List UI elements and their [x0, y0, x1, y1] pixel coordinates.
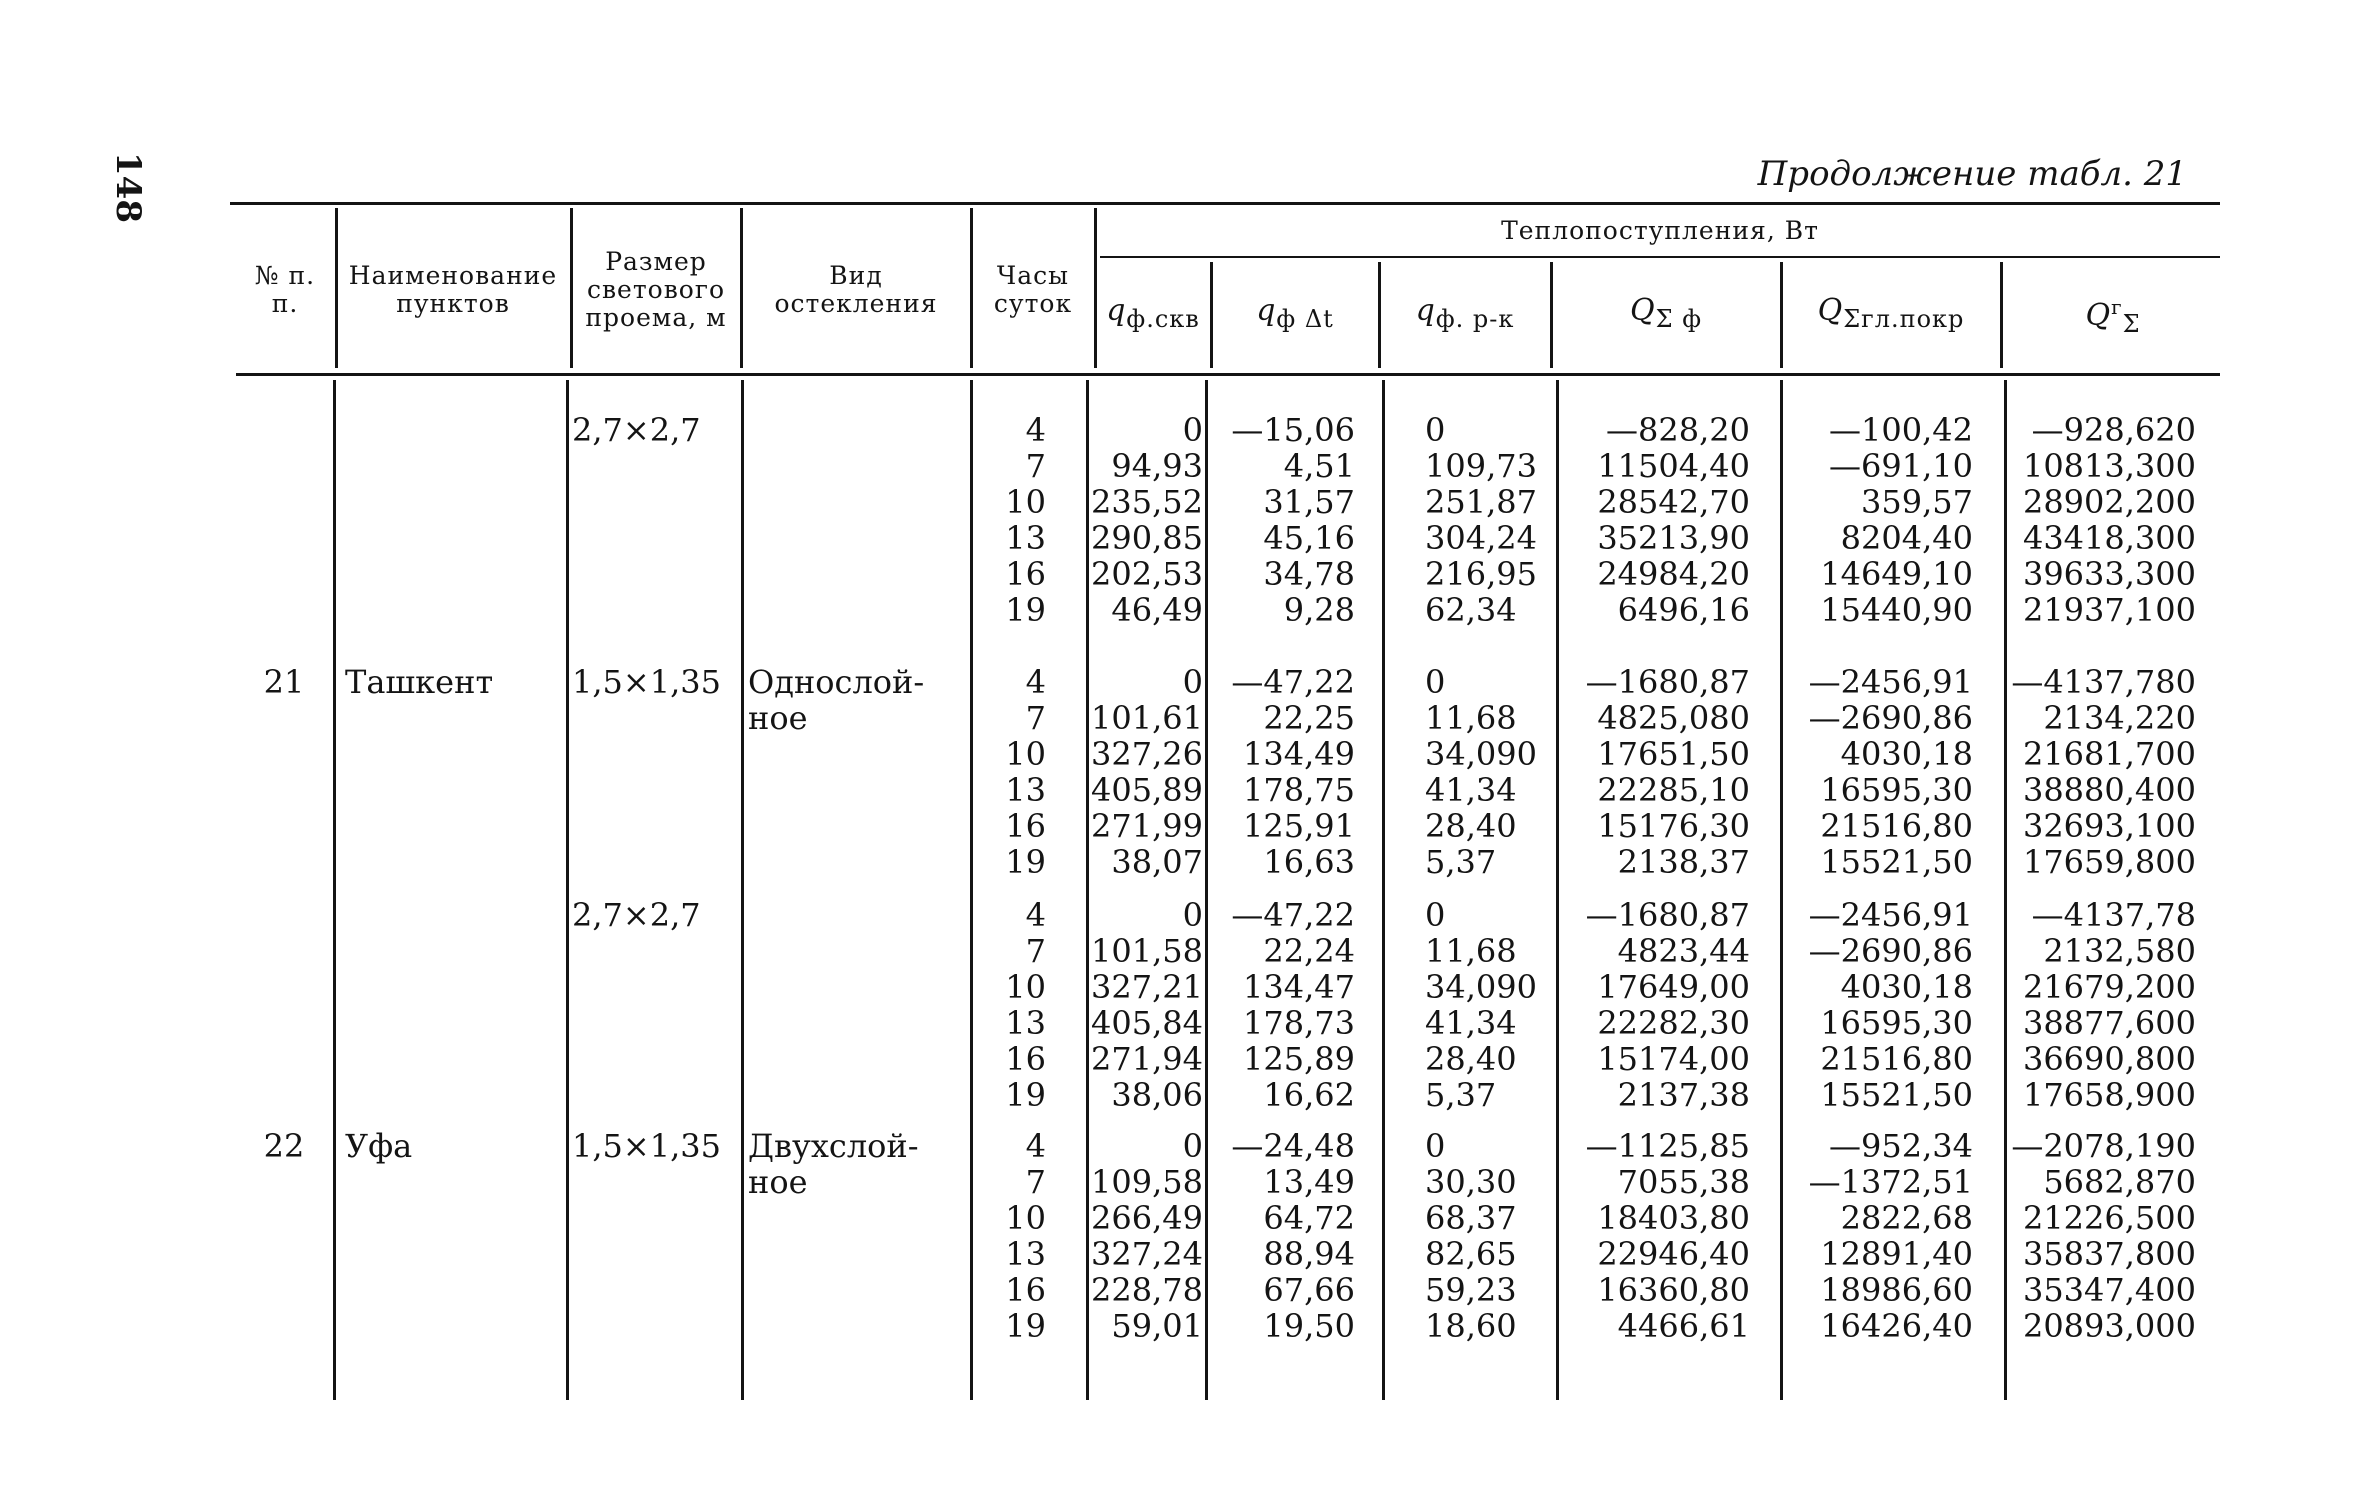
- hours-cell: 7: [1025, 932, 1046, 970]
- header-q-skv: $q_{ф.скв}$: [1106, 293, 1200, 333]
- q-dt-cell: —15,06: [1231, 411, 1355, 449]
- hours-cell: 4: [1025, 1127, 1046, 1165]
- q-skv-cell: 101,58: [1091, 932, 1203, 970]
- Q-sum-g-cell: 38880,400: [2022, 771, 2196, 809]
- q-dt-cell: 178,73: [1243, 1004, 1355, 1042]
- q-skv-cell: 101,61: [1091, 699, 1203, 737]
- hours-cell: 19: [1005, 591, 1046, 629]
- q-skv-cell: 59,01: [1111, 1307, 1203, 1345]
- header-heat-gain-group: Теплопоступления, Вт: [1501, 216, 1819, 245]
- hours-cell: 16: [1005, 1040, 1046, 1078]
- q-skv-cell: 109,58: [1091, 1163, 1203, 1201]
- header-no: № п. п.: [254, 261, 316, 318]
- Q-sum-f-cell: 16360,80: [1597, 1271, 1750, 1309]
- q-dt-cell: 45,16: [1263, 519, 1355, 557]
- Q-sum-g-cell: 17659,800: [2022, 843, 2196, 881]
- q-rk-cell: 28,40: [1425, 1040, 1517, 1078]
- Q-sum-g-cell: 10813,300: [2022, 447, 2196, 485]
- col-divider: [970, 380, 973, 1400]
- Q-sum-f-cell: —1125,85: [1585, 1127, 1750, 1165]
- q-dt-cell: 4,51: [1283, 447, 1355, 485]
- Q-sum-f-cell: 15174,00: [1597, 1040, 1750, 1078]
- hours-cell: 13: [1005, 1235, 1046, 1273]
- group-size: 2,7×2,7: [572, 896, 701, 934]
- Q-sum-f-cell: —828,20: [1606, 411, 1750, 449]
- q-rk-cell: 34,090: [1425, 968, 1537, 1006]
- q-dt-cell: 31,57: [1263, 483, 1355, 521]
- Q-sum-g-cell: —4137,780: [2011, 663, 2196, 701]
- rule-group: [1100, 256, 2220, 258]
- q-dt-cell: 16,63: [1263, 843, 1355, 881]
- q-rk-cell: 0: [1425, 411, 1446, 449]
- header-hours: Часы суток: [993, 261, 1073, 318]
- col-divider: [740, 208, 743, 368]
- col-divider: [970, 208, 973, 368]
- hours-cell: 10: [1005, 1199, 1046, 1237]
- col-divider: [333, 380, 336, 1400]
- hours-cell: 7: [1025, 1163, 1046, 1201]
- Q-sum-f-cell: 35213,90: [1597, 519, 1750, 557]
- q-rk-cell: 304,24: [1425, 519, 1537, 557]
- q-dt-cell: —24,48: [1231, 1127, 1355, 1165]
- Q-sum-g-cell: 35347,400: [2022, 1271, 2196, 1309]
- hours-cell: 19: [1005, 1307, 1046, 1345]
- Q-sum-gl-cell: 8204,40: [1840, 519, 1973, 557]
- Q-sum-gl-cell: 359,57: [1861, 483, 1973, 521]
- header-size: Размер светового проема, м: [585, 247, 727, 332]
- Q-sum-gl-cell: —2456,91: [1808, 896, 1973, 934]
- Q-sum-f-cell: 17649,00: [1597, 968, 1750, 1006]
- col-divider: [566, 380, 569, 1400]
- Q-sum-g-cell: 2134,220: [2043, 699, 2196, 737]
- q-dt-cell: 34,78: [1263, 555, 1355, 593]
- group-no: 22: [263, 1127, 305, 1165]
- Q-sum-g-cell: 20893,000: [2022, 1307, 2196, 1345]
- Q-sum-f-cell: 22946,40: [1597, 1235, 1750, 1273]
- q-dt-cell: 125,89: [1243, 1040, 1355, 1078]
- q-rk-cell: 41,34: [1425, 1004, 1517, 1042]
- table-caption: Продолжение табл. 21: [1757, 154, 2187, 194]
- hours-cell: 4: [1025, 411, 1046, 449]
- Q-sum-g-cell: —2078,190: [2011, 1127, 2196, 1165]
- group-size: 2,7×2,7: [572, 411, 701, 449]
- hours-cell: 7: [1025, 447, 1046, 485]
- Q-sum-g-cell: —928,620: [2031, 411, 2196, 449]
- q-rk-cell: 82,65: [1425, 1235, 1517, 1273]
- hours-cell: 4: [1025, 663, 1046, 701]
- q-skv-cell: 327,24: [1091, 1235, 1203, 1273]
- Q-sum-f-cell: 28542,70: [1597, 483, 1750, 521]
- col-divider: [1205, 380, 1208, 1400]
- col-divider: [741, 380, 744, 1400]
- Q-sum-gl-cell: 14649,10: [1820, 555, 1973, 593]
- Q-sum-gl-cell: 15521,50: [1820, 843, 1973, 881]
- q-rk-cell: 18,60: [1425, 1307, 1517, 1345]
- Q-sum-f-cell: 17651,50: [1597, 735, 1750, 773]
- col-divider: [1556, 380, 1559, 1400]
- q-skv-cell: 0: [1182, 663, 1203, 701]
- q-skv-cell: 46,49: [1111, 591, 1203, 629]
- Q-sum-gl-cell: 16595,30: [1820, 1004, 1973, 1042]
- Q-sum-f-cell: 6496,16: [1617, 591, 1750, 629]
- Q-sum-gl-cell: —2690,86: [1808, 932, 1973, 970]
- q-dt-cell: 9,28: [1283, 591, 1355, 629]
- hours-cell: 13: [1005, 519, 1046, 557]
- Q-sum-f-cell: 4825,080: [1597, 699, 1750, 737]
- Q-sum-g-cell: 21679,200: [2022, 968, 2196, 1006]
- col-divider: [570, 208, 573, 368]
- hours-cell: 10: [1005, 483, 1046, 521]
- Q-sum-gl-cell: —691,10: [1829, 447, 1973, 485]
- q-rk-cell: 11,68: [1425, 932, 1517, 970]
- q-rk-cell: 34,090: [1425, 735, 1537, 773]
- q-skv-cell: 38,06: [1111, 1076, 1203, 1114]
- q-skv-cell: 0: [1182, 896, 1203, 934]
- col-divider: [1780, 380, 1783, 1400]
- q-dt-cell: 22,24: [1263, 932, 1355, 970]
- header-Q-sum-gl: $Q_{\Sigma гл.покр}$: [1817, 293, 1965, 333]
- Q-sum-g-cell: 5682,870: [2043, 1163, 2196, 1201]
- col-divider: [2004, 380, 2007, 1400]
- q-rk-cell: 5,37: [1425, 1076, 1497, 1114]
- Q-sum-f-cell: —1680,87: [1585, 896, 1750, 934]
- q-dt-cell: 19,50: [1263, 1307, 1355, 1345]
- Q-sum-gl-cell: —2690,86: [1808, 699, 1973, 737]
- group-size: 1,5×1,35: [572, 663, 721, 701]
- Q-sum-gl-cell: 12891,40: [1820, 1235, 1973, 1273]
- hours-cell: 13: [1005, 771, 1046, 809]
- Q-sum-f-cell: 15176,30: [1597, 807, 1750, 845]
- q-dt-cell: 16,62: [1263, 1076, 1355, 1114]
- q-skv-cell: 290,85: [1091, 519, 1203, 557]
- Q-sum-f-cell: 24984,20: [1597, 555, 1750, 593]
- q-rk-cell: 28,40: [1425, 807, 1517, 845]
- Q-sum-gl-cell: —2456,91: [1808, 663, 1973, 701]
- q-skv-cell: 235,52: [1091, 483, 1203, 521]
- q-dt-cell: 64,72: [1263, 1199, 1355, 1237]
- hours-cell: 16: [1005, 1271, 1046, 1309]
- q-skv-cell: 327,26: [1091, 735, 1203, 773]
- hours-cell: 16: [1005, 555, 1046, 593]
- Q-sum-gl-cell: 16595,30: [1820, 771, 1973, 809]
- hours-cell: 19: [1005, 843, 1046, 881]
- rule-header-bottom: [236, 373, 2220, 376]
- q-skv-cell: 266,49: [1091, 1199, 1203, 1237]
- hours-cell: 10: [1005, 968, 1046, 1006]
- Q-sum-f-cell: 4466,61: [1617, 1307, 1750, 1345]
- Q-sum-g-cell: 17658,900: [2022, 1076, 2196, 1114]
- q-skv-cell: 405,89: [1091, 771, 1203, 809]
- Q-sum-gl-cell: —952,34: [1829, 1127, 1973, 1165]
- q-dt-cell: 134,49: [1243, 735, 1355, 773]
- q-rk-cell: 68,37: [1425, 1199, 1517, 1237]
- Q-sum-g-cell: 2132,580: [2043, 932, 2196, 970]
- Q-sum-gl-cell: 18986,60: [1820, 1271, 1973, 1309]
- hours-cell: 16: [1005, 807, 1046, 845]
- hours-cell: 10: [1005, 735, 1046, 773]
- q-skv-cell: 405,84: [1091, 1004, 1203, 1042]
- q-rk-cell: 62,34: [1425, 591, 1517, 629]
- q-skv-cell: 202,53: [1091, 555, 1203, 593]
- Q-sum-g-cell: 35837,800: [2022, 1235, 2196, 1273]
- Q-sum-g-cell: 36690,800: [2022, 1040, 2196, 1078]
- header-q-rk: $q_{ф. р-к}$: [1415, 293, 1515, 333]
- q-dt-cell: —47,22: [1231, 896, 1355, 934]
- header-name: Наименование пунктов: [348, 261, 558, 318]
- Q-sum-g-cell: —4137,78: [2031, 896, 2196, 934]
- q-skv-cell: 327,21: [1091, 968, 1203, 1006]
- Q-sum-gl-cell: 15521,50: [1820, 1076, 1973, 1114]
- group-name: Уфа: [345, 1127, 413, 1165]
- header-glazing: Вид остекления: [774, 261, 938, 318]
- q-rk-cell: 0: [1425, 896, 1446, 934]
- Q-sum-g-cell: 32693,100: [2022, 807, 2196, 845]
- Q-sum-gl-cell: —1372,51: [1808, 1163, 1973, 1201]
- q-rk-cell: 109,73: [1425, 447, 1537, 485]
- rule-top: [230, 202, 2220, 205]
- Q-sum-gl-cell: 21516,80: [1820, 807, 1973, 845]
- col-divider: [1382, 380, 1385, 1400]
- Q-sum-g-cell: 21937,100: [2022, 591, 2196, 629]
- q-skv-cell: 0: [1182, 1127, 1203, 1165]
- Q-sum-gl-cell: 16426,40: [1820, 1307, 1973, 1345]
- hours-cell: 7: [1025, 699, 1046, 737]
- q-skv-cell: 38,07: [1111, 843, 1203, 881]
- Q-sum-f-cell: 4823,44: [1617, 932, 1750, 970]
- Q-sum-f-cell: 2138,37: [1617, 843, 1750, 881]
- Q-sum-f-cell: 11504,40: [1597, 447, 1750, 485]
- group-glazing: Двухслой- ное: [748, 1127, 919, 1201]
- Q-sum-f-cell: 22282,30: [1597, 1004, 1750, 1042]
- Q-sum-f-cell: —1680,87: [1585, 663, 1750, 701]
- Q-sum-g-cell: 21681,700: [2022, 735, 2196, 773]
- q-skv-cell: 94,93: [1111, 447, 1203, 485]
- q-dt-cell: 67,66: [1263, 1271, 1355, 1309]
- Q-sum-f-cell: 18403,80: [1597, 1199, 1750, 1237]
- q-rk-cell: 0: [1425, 663, 1446, 701]
- q-dt-cell: 178,75: [1243, 771, 1355, 809]
- Q-sum-f-cell: 2137,38: [1617, 1076, 1750, 1114]
- Q-sum-f-cell: 22285,10: [1597, 771, 1750, 809]
- q-dt-cell: 22,25: [1263, 699, 1355, 737]
- q-skv-cell: 271,94: [1091, 1040, 1203, 1078]
- hours-cell: 19: [1005, 1076, 1046, 1114]
- q-dt-cell: —47,22: [1231, 663, 1355, 701]
- q-rk-cell: 59,23: [1425, 1271, 1517, 1309]
- group-glazing: Однослой- ное: [748, 663, 925, 737]
- q-dt-cell: 88,94: [1263, 1235, 1355, 1273]
- Q-sum-f-cell: 7055,38: [1617, 1163, 1750, 1201]
- Q-sum-gl-cell: 4030,18: [1840, 968, 1973, 1006]
- q-rk-cell: 216,95: [1425, 555, 1537, 593]
- header-Q-sum-g: $Q^г_\Sigma$: [2085, 294, 2141, 338]
- q-dt-cell: 125,91: [1243, 807, 1355, 845]
- q-skv-cell: 0: [1182, 411, 1203, 449]
- Q-sum-gl-cell: —100,42: [1829, 411, 1973, 449]
- q-rk-cell: 30,30: [1425, 1163, 1517, 1201]
- q-rk-cell: 5,37: [1425, 843, 1497, 881]
- page-number: 148: [108, 152, 148, 223]
- header-Q-sum-f: $Q_{\Sigma ф}$: [1630, 293, 1702, 333]
- q-skv-cell: 228,78: [1091, 1271, 1203, 1309]
- hours-cell: 4: [1025, 896, 1046, 934]
- col-divider: [335, 208, 338, 368]
- Q-sum-g-cell: 43418,300: [2022, 519, 2196, 557]
- q-dt-cell: 134,47: [1243, 968, 1355, 1006]
- q-skv-cell: 271,99: [1091, 807, 1203, 845]
- Q-sum-g-cell: 39633,300: [2022, 555, 2196, 593]
- q-rk-cell: 251,87: [1425, 483, 1537, 521]
- hours-cell: 13: [1005, 1004, 1046, 1042]
- group-size: 1,5×1,35: [572, 1127, 721, 1165]
- Q-sum-gl-cell: 15440,90: [1820, 591, 1973, 629]
- Q-sum-gl-cell: 21516,80: [1820, 1040, 1973, 1078]
- Q-sum-g-cell: 38877,600: [2022, 1004, 2196, 1042]
- q-dt-cell: 13,49: [1263, 1163, 1355, 1201]
- group-name: Ташкент: [345, 663, 494, 701]
- q-rk-cell: 41,34: [1425, 771, 1517, 809]
- Q-sum-gl-cell: 4030,18: [1840, 735, 1973, 773]
- q-rk-cell: 0: [1425, 1127, 1446, 1165]
- group-no: 21: [263, 663, 305, 701]
- Q-sum-g-cell: 28902,200: [2022, 483, 2196, 521]
- Q-sum-gl-cell: 2822,68: [1840, 1199, 1973, 1237]
- header-q-dt: $q_{ф \Delta t}$: [1256, 293, 1334, 333]
- Q-sum-g-cell: 21226,500: [2022, 1199, 2196, 1237]
- q-rk-cell: 11,68: [1425, 699, 1517, 737]
